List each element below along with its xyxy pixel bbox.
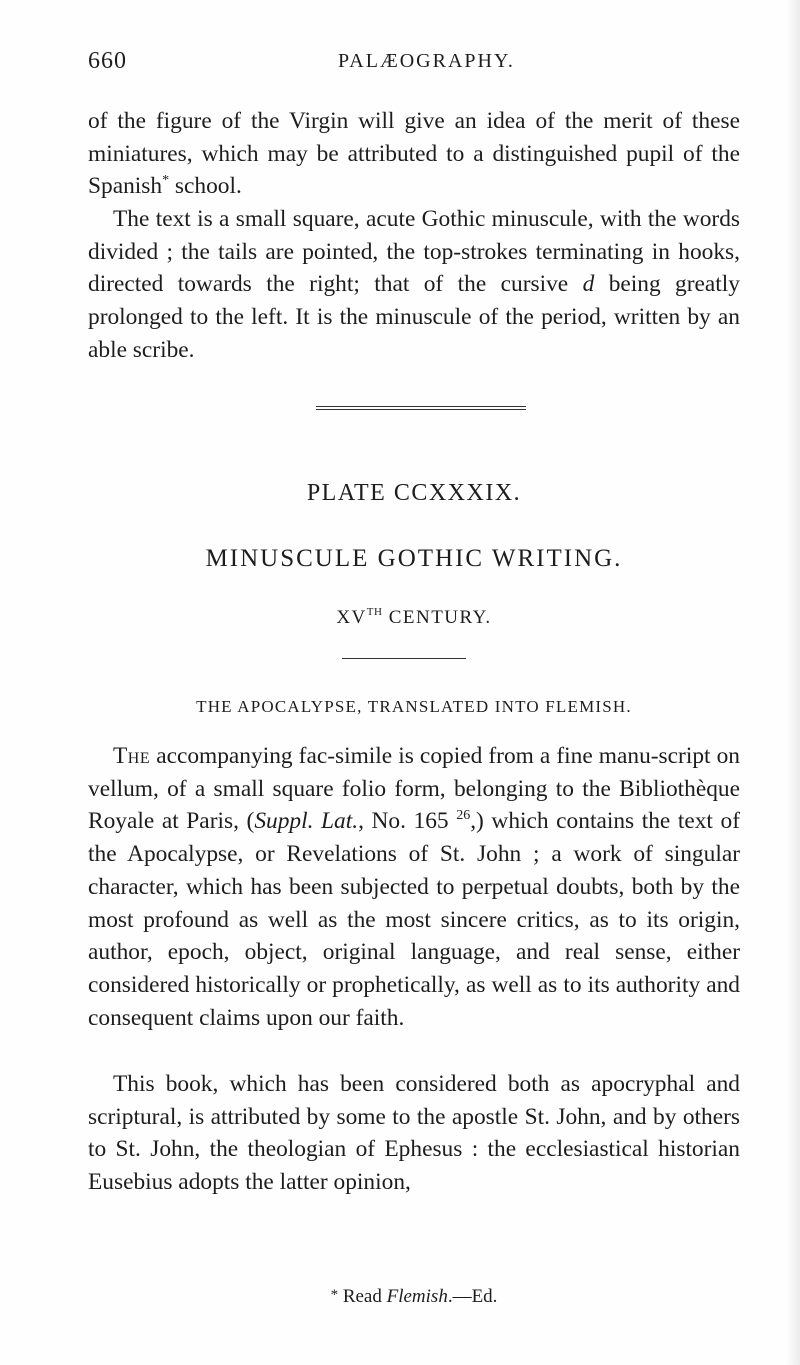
footnote <box>88 1286 740 1308</box>
paragraph-text-end: school. <box>169 173 242 200</box>
paragraph-text: accompanying fac-simile is copied from a fine manu-script on vellum, of a small square folio form, belonging to the Bibliothèque Royale at Paris, ( <box>88 743 740 835</box>
footnote-word: Flemish <box>386 1286 448 1307</box>
section-divider-bottom <box>316 409 526 410</box>
page-number: 660 <box>88 48 127 74</box>
manuscript-reference: Suppl. Lat. <box>254 808 359 835</box>
page-edge-shadow <box>786 0 800 1365</box>
century-numeral: XV <box>336 607 367 628</box>
century-word: CENTURY. <box>382 607 492 628</box>
superscript-number: 26 <box>456 808 471 824</box>
footnote-mark: * <box>330 1287 339 1303</box>
footnote-read: Read <box>338 1286 387 1307</box>
century-heading <box>88 607 740 629</box>
lead-word: The <box>113 743 151 769</box>
heading-divider <box>342 658 466 659</box>
paragraph-text: The text is a small square, acute Gothic minuscule, with the words divided ; the tails are pointed, the top-strokes terminating in hooks, directed towards the right; that of the cursive <box>88 206 740 298</box>
century-superscript: TH <box>366 606 383 618</box>
section-title: MINUSCULE GOTHIC WRITING. <box>205 545 623 572</box>
running-head <box>88 48 738 88</box>
plate-subject: THE APOCALYPSE, TRANSLATED INTO FLEMISH. <box>196 697 632 716</box>
paragraph-facsimile <box>88 740 740 1034</box>
paragraph-text-end: being greatly prolonged to the left. It is the minuscule of the period, written by an able scribe. <box>88 271 741 363</box>
running-title: PALÆOGRAPHY. <box>338 50 515 72</box>
paragraph-miniatures <box>88 105 740 203</box>
italic-letter: d <box>582 271 595 298</box>
section-divider-top <box>316 406 526 407</box>
paragraph-text: of the figure of the Virgin will give an idea of the merit of these miniatures, which may be attributed to a distinguished pupil of the Spanish <box>88 108 740 200</box>
paragraph-text-end: ,) which contains the text of the Apocalypse, or Revelations of St. John ; a work of singular character, which has been subjected to perpetual doubts, both by the most profound as well as the most sincere critics, as to its origin, author, epoch, object, original language, and real sense, either considered historically or prophetically, as well as to its authority and consequent claims upon our faith. <box>88 808 740 1031</box>
paragraph-text-mid: , No. 165 <box>358 808 457 835</box>
footnote-editor: .—Ed. <box>447 1286 498 1307</box>
footnote-reference: * <box>162 173 170 189</box>
paragraph-book-attribution: This book, which has been considered both as apocryphal and scriptural, is attributed by some to the apostle St. John, and by others to St. John, the theologian of Ephesus : the ecclesiastical historian Eusebius adopts the latter opinion, <box>88 1071 740 1196</box>
plate-title: PLATE CCXXXIX. <box>306 480 522 506</box>
paragraph-text-description <box>88 203 740 367</box>
